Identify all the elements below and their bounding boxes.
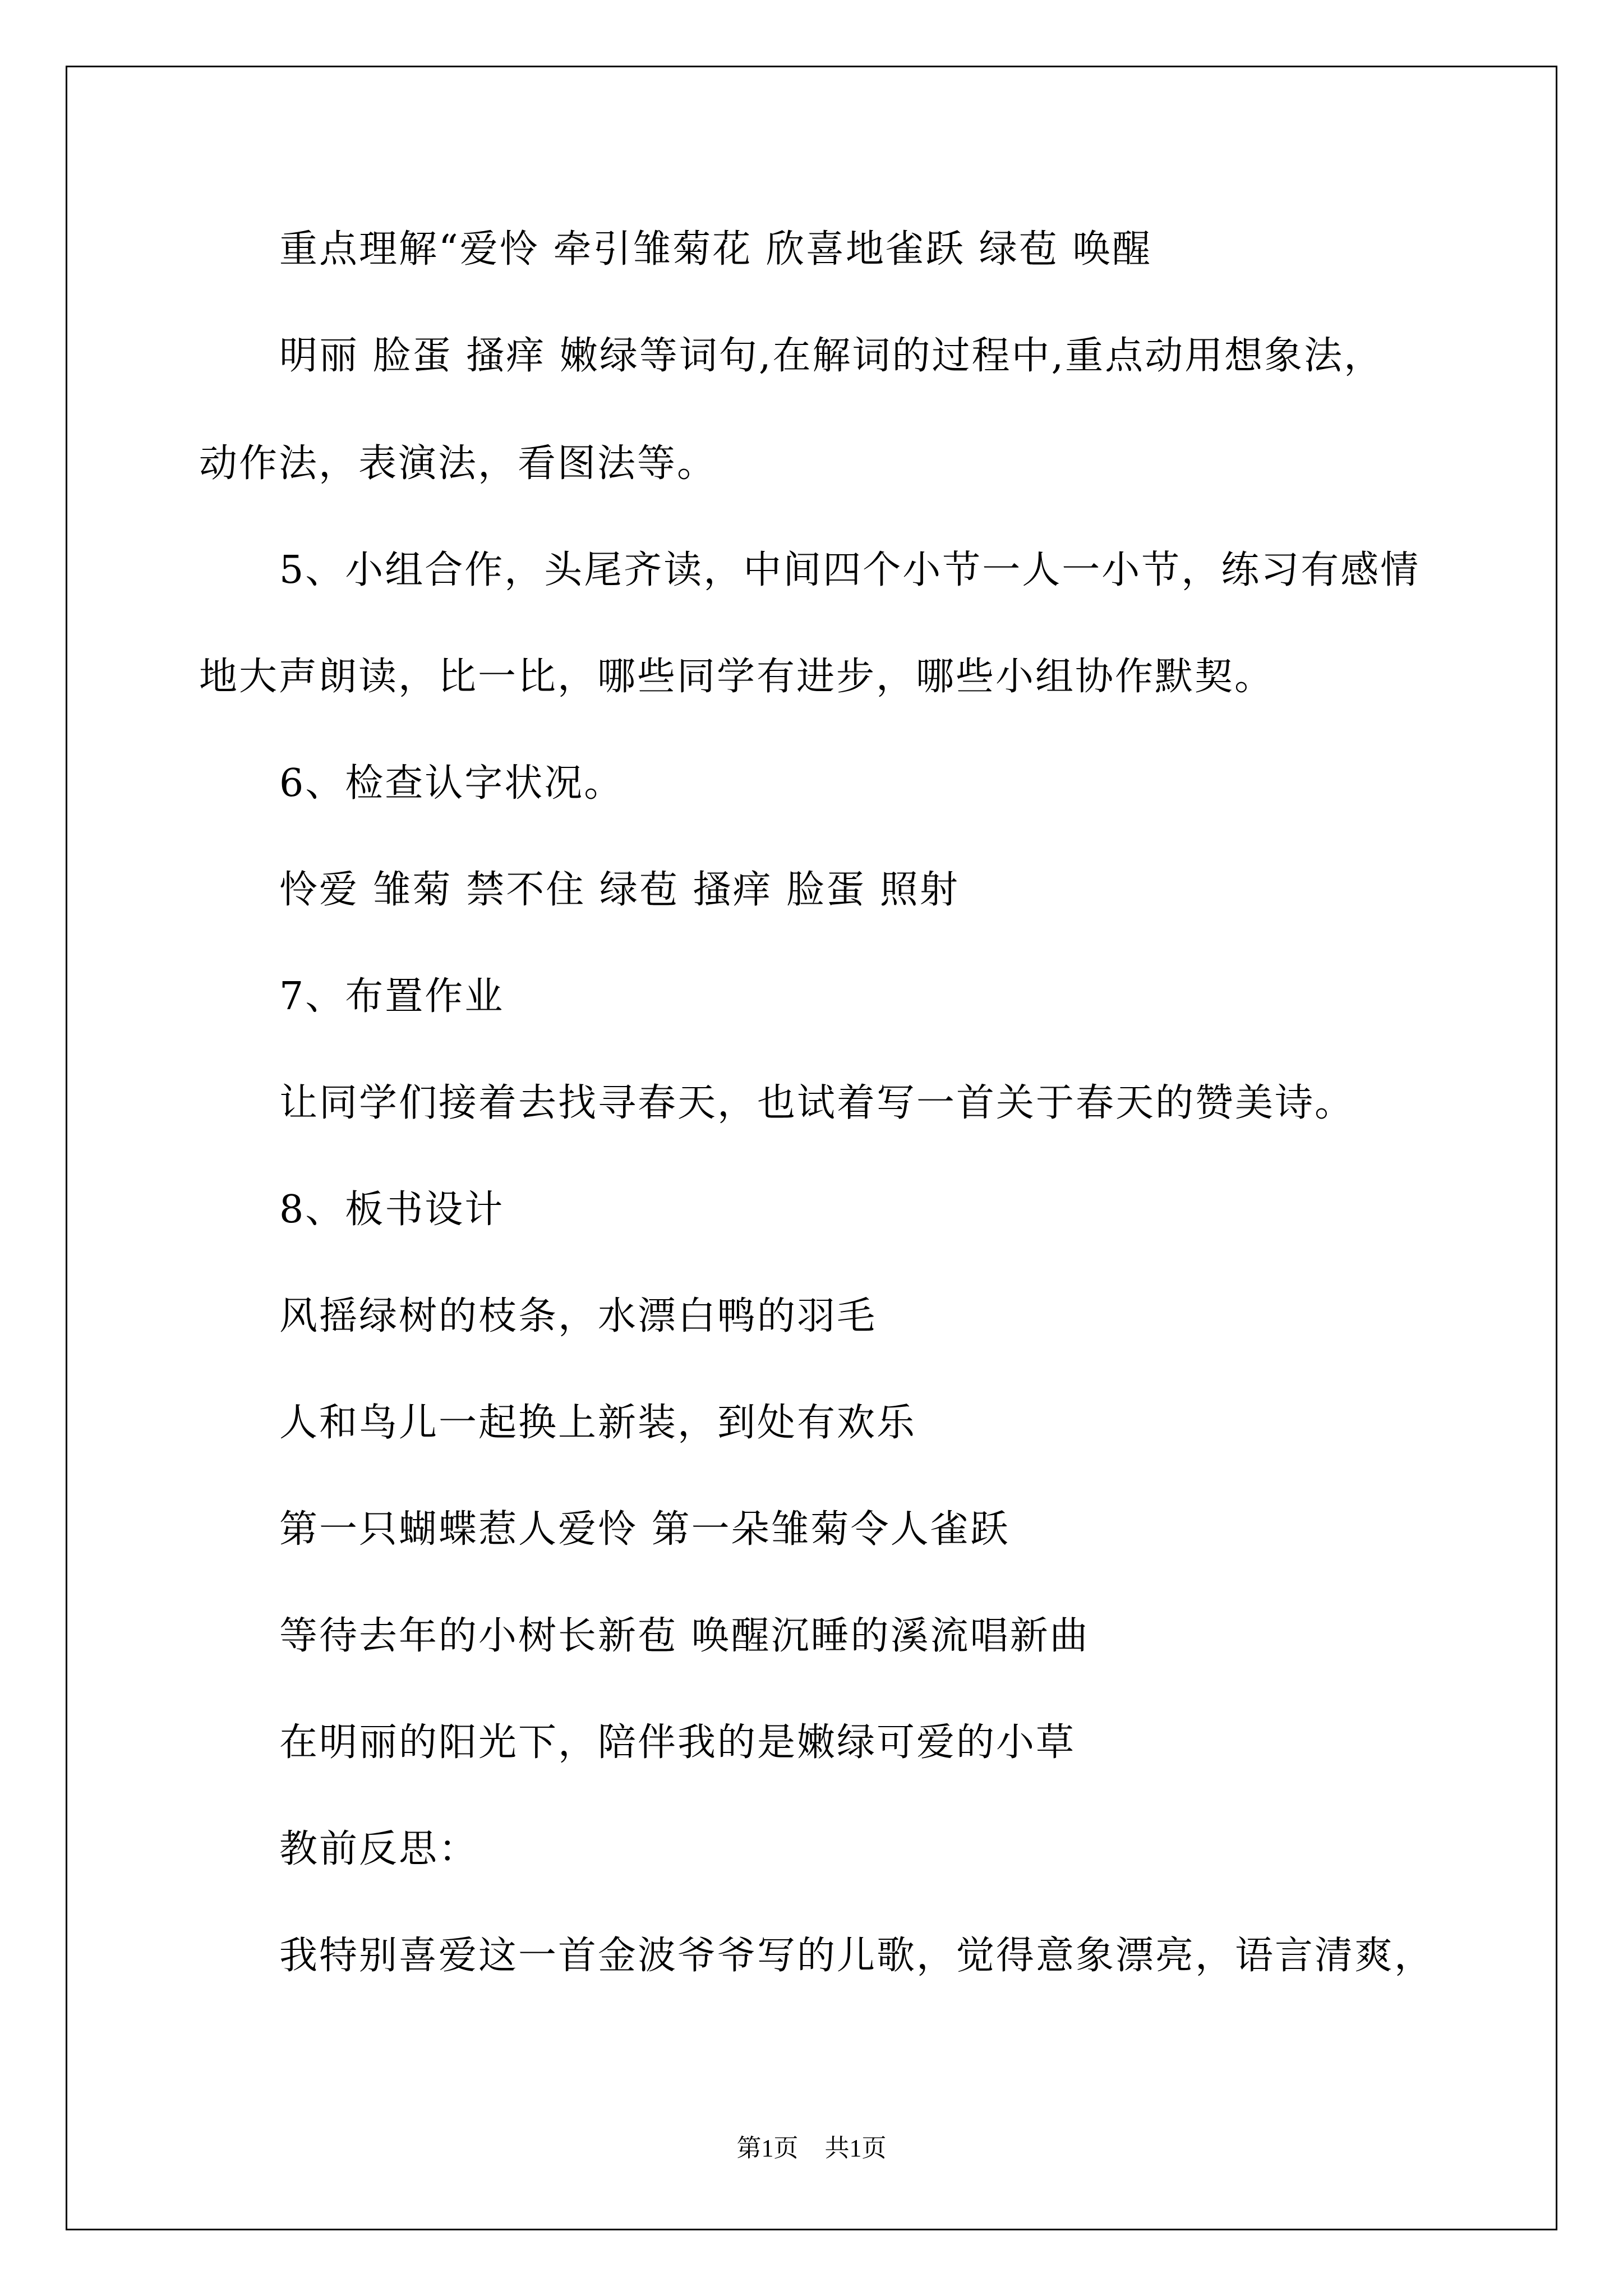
text-line: 重点理解“爱怜 牵引雏菊花 欣喜地雀跃 绿苞 唤醒 [279,227,1152,272]
text-line: 动作法，表演法，看图法等。 [199,441,717,486]
text-line: 人和鸟儿一起换上新装，到处有欢乐 [279,1401,917,1445]
text-line: 8、板书设计 [279,1188,505,1232]
text-line: 明丽 脸蛋 搔痒 嫩绿等词句,在解词的过程中,重点动用想象法， [279,334,1384,378]
text-line: 在明丽的阳光下，陪伴我的是嫩绿可爱的小草 [279,1720,1076,1765]
text-line: 等待去年的小树长新苞 唤醒沉睡的溪流唱新曲 [279,1614,1090,1658]
page-number: 第1页 [736,2134,799,2162]
page-total: 共1页 [824,2134,887,2162]
page-border [66,66,1557,2230]
text-line: 怜爱 雏菊 禁不住 绿苞 搔痒 脸蛋 照射 [279,868,960,912]
page-footer [0,2132,1623,2165]
text-line: 风摇绿树的枝条，水漂白鸭的羽毛 [279,1294,877,1338]
text-line: 6、检查认字状况。 [279,761,624,806]
text-line: 教前反思： [279,1827,479,1871]
text-line: 地大声朗读，比一比，哪些同学有进步，哪些小组协作默契。 [199,655,1275,699]
text-line: 我特别喜爱这一首金波爷爷写的儿歌，觉得意象漂亮，语言清爽， [279,1934,1435,1978]
text-line: 5、小组合作，头尾齐读，中间四个小节一人一小节，练习有感情 [279,548,1421,592]
text-line: 7、布置作业 [279,974,505,1019]
text-line: 第一只蝴蝶惹人爱怜 第一朵雏菊令人雀跃 [279,1507,1010,1552]
text-line: 让同学们接着去找寻春天，也试着写一首关于春天的赞美诗。 [279,1081,1355,1125]
